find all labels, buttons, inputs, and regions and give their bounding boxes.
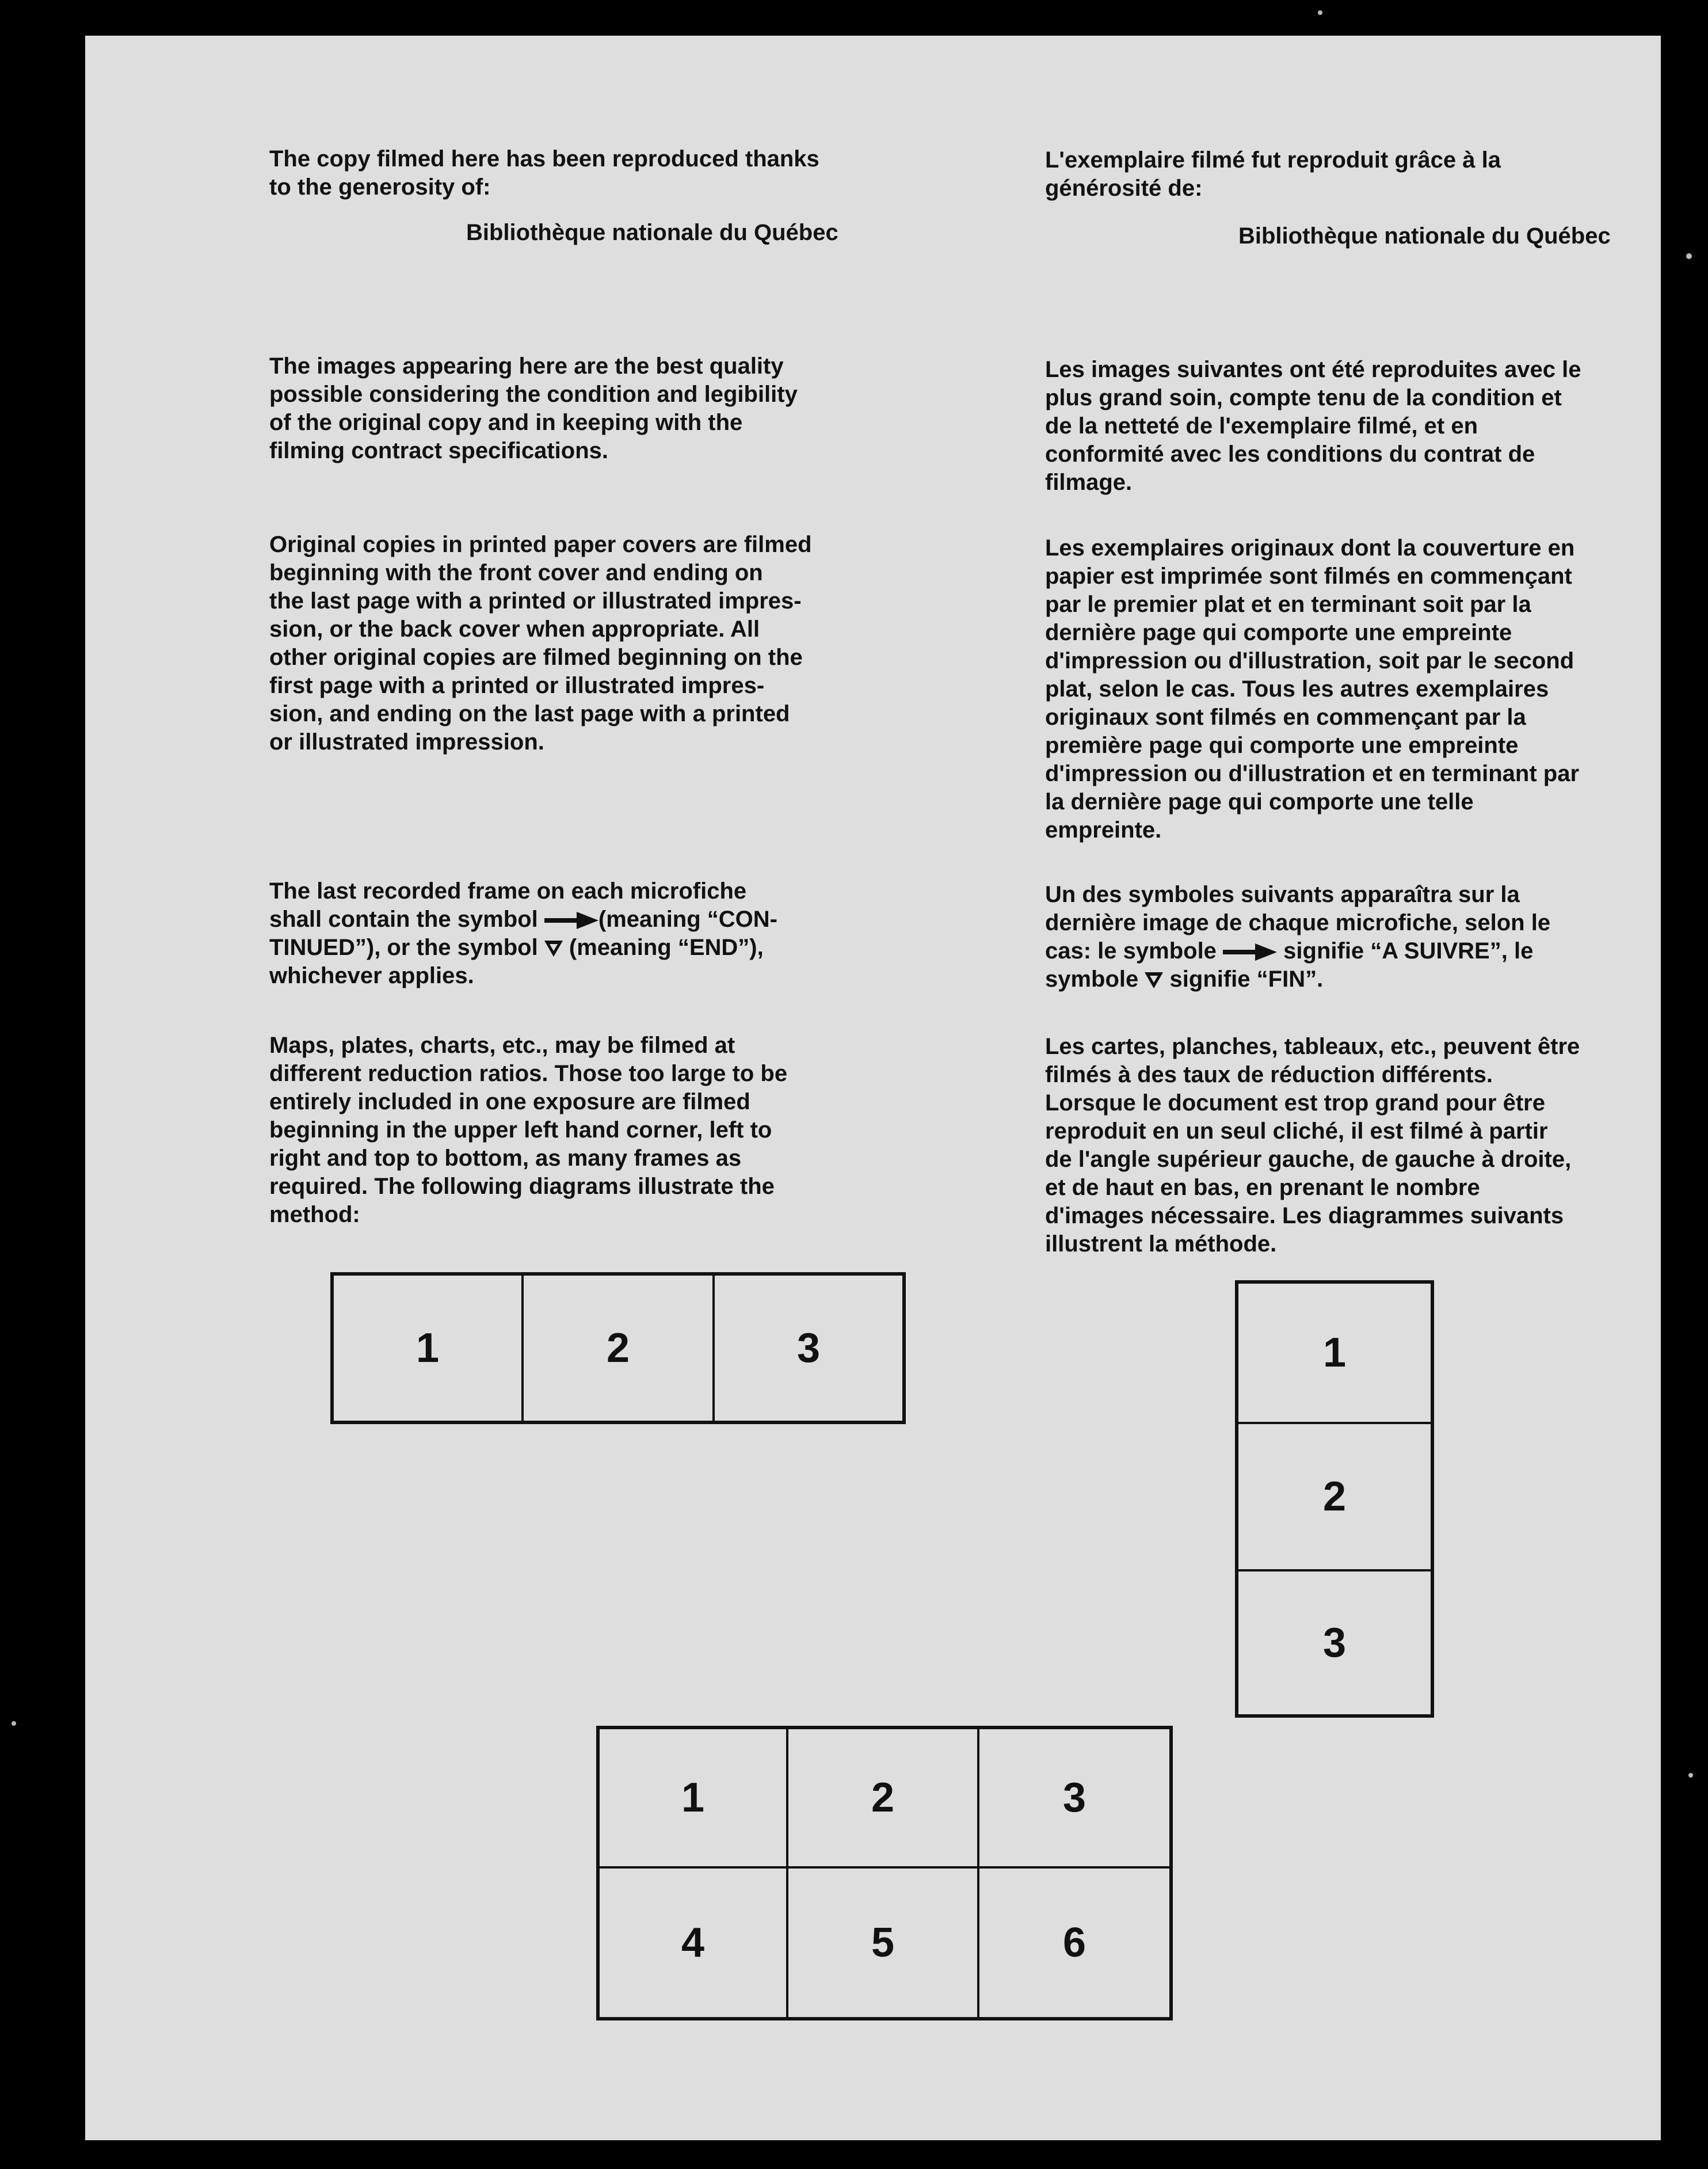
arrow-right-icon	[1223, 943, 1277, 961]
arrow-right-icon	[544, 912, 598, 929]
triangle-down-icon	[1145, 971, 1163, 990]
french-symbols-line-2: dernière image de chaque microfiche, selon le	[1045, 910, 1551, 935]
film-speck	[1318, 10, 1322, 15]
diagram-vertical	[1235, 1280, 1434, 1718]
film-speck	[12, 1721, 16, 1726]
english-symbols-statement	[269, 877, 925, 990]
film-speck	[1686, 253, 1692, 259]
english-symbols-line-2	[269, 905, 925, 934]
diagram-horizontal	[330, 1272, 906, 1424]
french-symbols-statement	[1045, 881, 1707, 994]
english-symbols-line-3	[269, 934, 925, 962]
french-symbols-line-4b: signifie “FIN”.	[1163, 966, 1324, 992]
english-symbols-line-1: The last recorded frame on each microfiche	[269, 878, 747, 904]
english-maps-statement: Maps, plates, charts, etc., may be filmed at different reduction ratios. Those too large to be entirely included in one exposure are filmed beginning in the upper left hand corner, left to right and top to bottom, as many frames as required. The following diagrams illustrate the method:	[269, 1033, 788, 1227]
french-symbols-line-3b: signifie “A SUIVRE”, le	[1277, 938, 1534, 964]
french-symbols-line-1: Un des symboles suivants apparaîtra sur la	[1045, 882, 1520, 907]
film-speck	[1688, 1773, 1693, 1778]
diagram-vertical-cell: 2	[1238, 1424, 1431, 1571]
english-intro: The copy filmed here has been reproduced thanks to the generosity of:	[269, 146, 819, 200]
english-quality-statement: The images appearing here are the best quality possible considering the condition and legibility of the original copy and in keeping with the filming contract specifications.	[269, 353, 798, 463]
english-source-institution: Bibliothèque nationale du Québec	[466, 220, 838, 245]
diagram-vertical-cell: 1	[1238, 1284, 1431, 1424]
diagram-grid-cell: 6	[1062, 1920, 1086, 1966]
english-symbols-line-4: whichever applies.	[269, 963, 474, 988]
diagram-grid	[596, 1726, 1173, 2020]
english-symbols-line-2b: (meaning “CON-	[598, 907, 777, 932]
french-intro: L'exemplaire filmé fut reproduit grâce à la générosité de:	[1045, 147, 1501, 201]
diagram-horizontal-cell: 2	[524, 1276, 715, 1421]
french-symbols-line-4	[1045, 965, 1707, 994]
diagram-grid-cell: 2	[788, 1729, 979, 1869]
diagram-horizontal-cell: 1	[334, 1276, 524, 1421]
french-symbols-line-4a: symbole	[1045, 966, 1145, 992]
french-maps-statement: Les cartes, planches, tableaux, etc., peuvent être filmés à des taux de réduction différents. Lorsque le document est trop grand pour être reproduit en un seul cliché, il est filmé à partir de l'angle supérieur gauche, de gauche à droite, et de haut en bas, en prenant le nombre d'images nécessaire. Les diagrammes suivants illustrent la méthode.	[1045, 1034, 1580, 1257]
diagram-horizontal-cell: 3	[796, 1325, 821, 1371]
diagram-grid-cell: 1	[600, 1729, 788, 1869]
diagram-grid-cell: 5	[788, 1869, 979, 2017]
french-symbols-line-3a: cas: le symbole	[1045, 938, 1223, 964]
french-covers-statement: Les exemplaires originaux dont la couverture en papier est imprimée sont filmés en commençant par le premier plat et en terminant soit par la dernière page qui comporte une empreinte d'impression ou d'illustration, soit par le second plat, selon le cas. Tous les autres exemplaires originaux sont filmés en commençant par la première page qui comporte une empreinte d'impression ou d'illustration et en terminant par la dernière page qui comporte une telle empreinte.	[1045, 535, 1580, 843]
french-symbols-line-3	[1045, 937, 1707, 965]
english-symbols-line-2a: shall contain the symbol	[269, 907, 544, 932]
english-covers-statement: Original copies in printed paper covers are filmed beginning with the front cover and ending on the last page with a printed or illustrated impres- sion, or the back cover when appropriate. All other original copies are filmed beginning on the first page with a printed or illustrated impres- sion, and ending on the last page with a printed or illustrated impression.	[269, 532, 812, 755]
english-symbols-line-3b: (meaning “END”),	[562, 935, 764, 960]
triangle-down-icon	[544, 939, 563, 958]
microfiche-target-sheet	[85, 36, 1661, 2140]
diagram-grid-cell: 3	[979, 1729, 1169, 1869]
french-source-institution: Bibliothèque nationale du Québec	[1238, 223, 1611, 249]
english-symbols-line-3a: TINUED”), or the symbol	[269, 935, 544, 960]
diagram-grid-cell: 4	[600, 1869, 788, 2017]
french-quality-statement: Les images suivantes ont été reproduites avec le plus grand soin, compte tenu de la condition et de la netteté de l'exemplaire filmé, et en conformité avec les conditions du contrat de filmage.	[1045, 357, 1581, 495]
diagram-vertical-cell: 3	[1322, 1620, 1347, 1666]
